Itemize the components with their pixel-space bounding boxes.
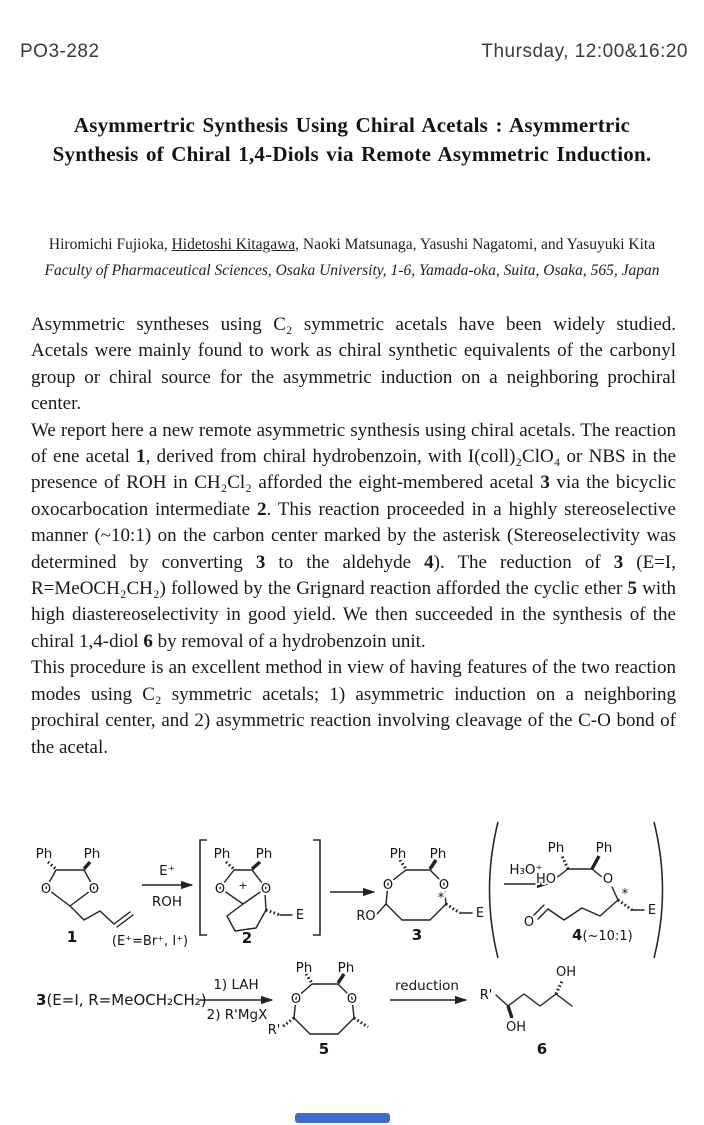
compound-2-structure (214, 846, 304, 947)
oxygen-label: O (346, 992, 358, 1007)
page-header (0, 41, 704, 67)
phenyl-label: Ph (429, 846, 447, 862)
phenyl-label: Ph (83, 846, 101, 862)
oxygen-label: O (382, 878, 394, 893)
phenyl-label: Ph (337, 960, 355, 976)
parenthesis-left (490, 822, 499, 958)
phenyl-label: Ph (295, 960, 313, 976)
author-names-rest: , Naoki Matsunaga, Yasushi Nagatomi, and Yasuyuki Kita (295, 236, 656, 253)
parenthesis-right (654, 822, 663, 958)
hydroxyl-label-bottom: OH (505, 1020, 527, 1035)
oxygen-label: O (602, 872, 614, 887)
electrophile-label: E (475, 906, 485, 921)
paper-title-line2: Synthesis of Chiral 1,4-Diols via Remote Asymmetric Induction. (52, 142, 652, 166)
compound-number-2: 2 (241, 929, 253, 947)
reagent-below-label: ROH (151, 894, 183, 910)
step-1-label: 1) LAH (213, 977, 259, 993)
reduction-label: reduction (395, 978, 459, 994)
phenyl-label: Ph (35, 846, 53, 862)
aldehyde-oxygen-label: O (523, 915, 535, 930)
presenting-author: Hidetoshi Kitagawa (171, 236, 296, 253)
compound-number-4-ratio: 4(~10:1) (572, 926, 633, 944)
body-paragraph: We report here a new remote asymmetric synthesis using chiral acetals. The reaction of ene acetal 1, derived from chiral hydrobenzoin, with I(coll)₂ClO₄ or NBS in the presence of ROH in CH₂Cl₂ afforded the eight-membered acetal 3 via the bicyclic oxocarbocation intermediate 2. This reaction proceeded in a highly stereoselective manner (~10:1) on the carbon center marked by the asterisk (Stereoselectivity was determined by converting 3 to the aldehyde 4). The reduction of 3 (E=I, R=MeOCH₂CH₂) followed by the Grignard reaction afforded the cyclic ether 5 with high diastereoselectivity in good yield. We then succeeded in the synthesis of the chiral 1,4-diol 6 by removal of a hydrobenzoin unit. (31, 419, 677, 652)
hydroxyl-label-top: OH (555, 965, 577, 980)
compound-6-structure (480, 965, 576, 1058)
phenyl-label: Ph (547, 840, 565, 856)
step-2-label: 2) R'MgX (206, 1007, 268, 1023)
reduction-arrow (390, 978, 466, 1000)
paper-title (20, 111, 684, 169)
compound-number-5: 5 (318, 1040, 330, 1058)
reagent-above-label: E⁺ (159, 863, 175, 879)
row2-reactant-label (36, 991, 207, 1009)
reaction-arrow-1 (112, 863, 192, 949)
paper-title-line1: Asymmertric Synthesis Using Chiral Acetals : Asymmertric (73, 113, 631, 137)
phenyl-label: Ph (389, 846, 407, 862)
alkoxy-label: RO (356, 909, 376, 924)
oxygen-label: O (438, 878, 450, 893)
abstract-body (31, 312, 676, 761)
compound-number-1: 1 (66, 928, 78, 946)
reaction-scheme (0, 812, 704, 1082)
compound-number-6: 6 (536, 1040, 548, 1058)
oxygen-label: O (260, 882, 272, 897)
oxygen-label: O (88, 882, 100, 897)
r-prime-label: R' (479, 988, 493, 1003)
phenyl-label: Ph (255, 846, 273, 862)
compound-number-3: 3 (411, 926, 423, 944)
reactant-3-label: 3(E=I, R=MeOCH₂CH₂) (36, 991, 207, 1009)
oxygen-label: O (290, 992, 302, 1007)
asterisk-stereocenter: * (621, 887, 629, 902)
compound-4-structure (524, 840, 656, 944)
reaction-arrow-3 (200, 977, 272, 1023)
bottom-indicator-bar (295, 1113, 390, 1123)
author-names-pre: Hiromichi Fujioka, (48, 236, 172, 253)
phenyl-label: Ph (595, 840, 613, 856)
hydronium-label: H₃O⁺ (509, 862, 543, 878)
oxygen-label: O (214, 882, 226, 897)
oxygen-label: O (40, 882, 52, 897)
session-code: PO3-282 (20, 41, 100, 62)
electrophile-label: E (295, 908, 305, 923)
body-paragraph: Asymmetric syntheses using C₂ symmetric acetals have been widely studied. Acetals were mainly found to work as chiral synthetic equivalents of the carbonyl group or chiral source for the asymmetric induction on a neighboring prochiral center. (31, 314, 676, 415)
r-prime-label: R' (267, 1023, 281, 1038)
plus-charge-label: + (238, 879, 248, 892)
asterisk-stereocenter: * (437, 891, 445, 906)
authors-line (0, 236, 704, 254)
affiliation-line: Faculty of Pharmaceutical Sciences, Osaka University, 1-6, Yamada-oka, Suita, Osaka, 565, Japan (44, 262, 660, 279)
phenyl-label: Ph (213, 846, 231, 862)
hydroxyl-label: HO (535, 872, 557, 887)
electrophile-note: (E⁺=Br⁺, I⁺) (111, 934, 189, 949)
compound-5-structure (268, 960, 368, 1058)
compound-1-structure (36, 846, 133, 946)
body-paragraph: This procedure is an excellent method in view of having features of the two reaction modes using C₂ symmetric acetals; 1) asymmetric induction on a neighboring prochiral center, and 2) asymmetric reaction involving cleavage of the C-O bond of the acetal. (31, 657, 676, 758)
compound-3-structure (356, 846, 484, 944)
session-time: Thursday, 12:00&16:20 (481, 41, 688, 62)
electrophile-label: E (647, 903, 657, 918)
